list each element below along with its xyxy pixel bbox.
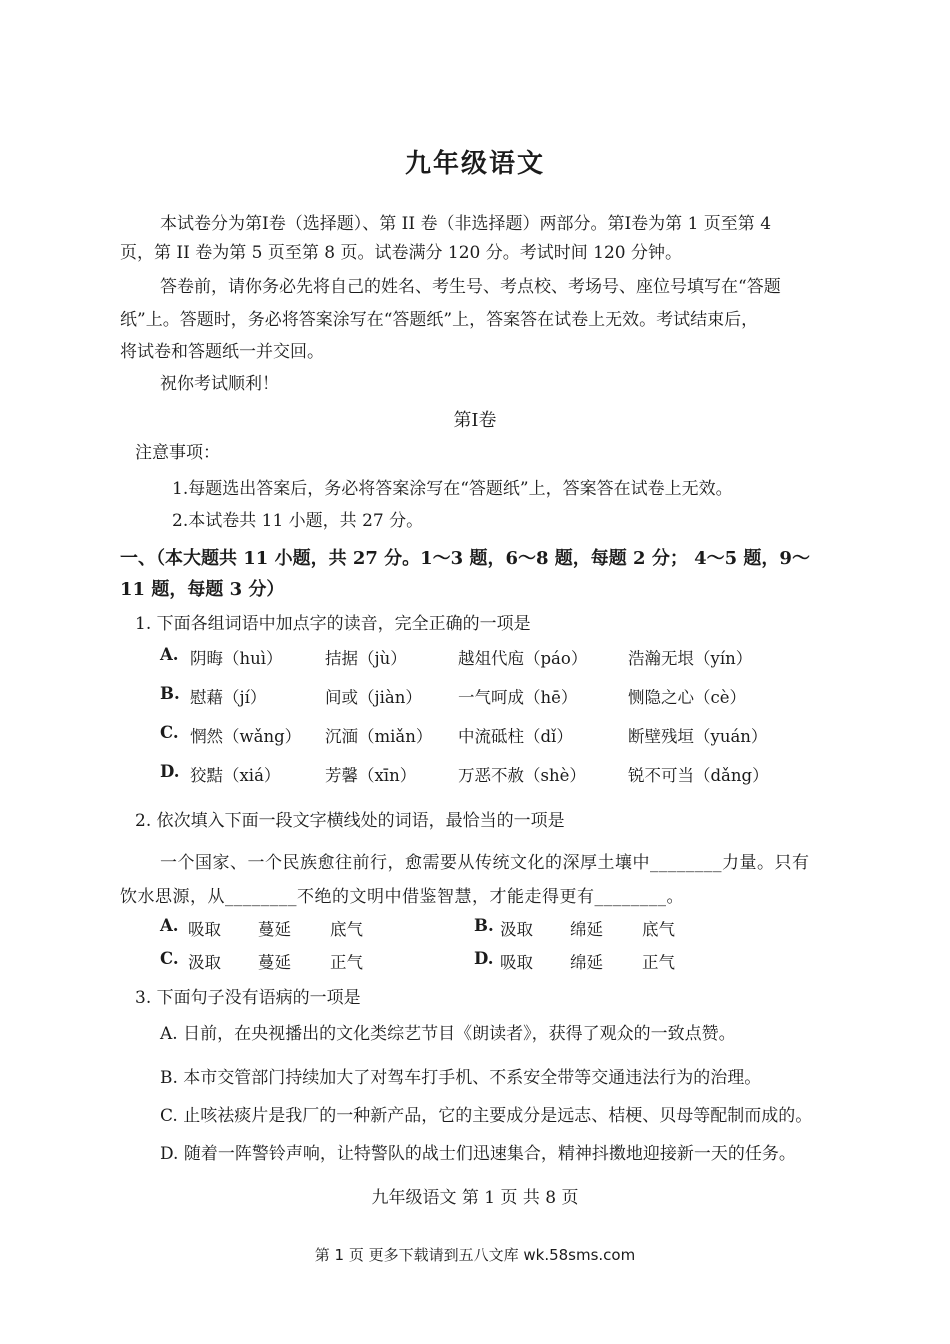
q2-option-word: 正气 <box>330 953 363 972</box>
q2-option-word: 绵延 <box>570 920 603 939</box>
q1-stem: 1. 下面各组词语中加点字的读音，完全正确的一项是 <box>135 614 531 634</box>
q1-option-letter: D. <box>160 762 180 781</box>
q1-option-term: 芳馨（xīn） <box>325 766 417 785</box>
q2-option-word: 汲取 <box>188 953 221 972</box>
q1-option-term: 沉湎（miǎn） <box>325 727 433 746</box>
q1-option-letter: B. <box>160 684 180 703</box>
q2-option-word: 绵延 <box>570 953 603 972</box>
q3-option-c: C. 止咳祛痰片是我厂的一种新产品，它的主要成分是远志、桔梗、贝母等配制而成的。 <box>160 1106 813 1126</box>
notes-item-2: 2.本试卷共 11 小题，共 27 分。 <box>172 511 424 531</box>
page-title: 九年级语文 <box>404 149 545 179</box>
page-footer: 九年级语文 第 1 页 共 8 页 <box>371 1188 579 1208</box>
q1-option-term: 间或（jiàn） <box>325 688 422 707</box>
q1-option-term: 断壁残垣（yuán） <box>628 727 768 746</box>
q2-option-word: 吸取 <box>500 953 533 972</box>
q2-stem: 2. 依次填入下面一段文字横线处的词语，最恰当的一项是 <box>135 811 565 831</box>
q1-option-term: 一气呵成（hē） <box>458 688 578 707</box>
intro-line-4: 纸”上。答题时，务必将答案涂写在“答题纸”上，答案答在试卷上无效。考试结束后， <box>120 310 759 330</box>
q1-option-term: 浩瀚无垠（yín） <box>628 649 753 668</box>
part1-heading-line-1: 一、（本大题共 11 小题，共 27 分。1～3 题，6～8 题，每题 2 分； 4～5 题，9～ <box>120 548 810 569</box>
q3-option-b: B. 本市交管部门持续加大了对驾车打手机、不系安全带等交通违法行为的治理。 <box>160 1068 762 1088</box>
q1-option-term: 狡黠（xiá） <box>190 766 281 785</box>
q2-option-word: 汲取 <box>500 920 533 939</box>
q2-option-letter: B. <box>474 916 494 935</box>
intro-line-6: 祝你考试顺利！ <box>160 374 279 394</box>
q2-option-word: 吸取 <box>188 920 221 939</box>
q2-option-letter: A. <box>160 916 179 935</box>
q1-option-term: 锐不可当（dǎng） <box>628 766 769 785</box>
q2-passage-line-1: 一个国家、一个民族愈往前行，愈需要从传统文化的深厚土壤中________力量。只有 <box>160 853 810 873</box>
q2-option-letter: C. <box>160 949 179 968</box>
q1-option-term: 恻隐之心（cè） <box>628 688 747 707</box>
intro-line-1: 本试卷分为第Ⅰ卷（选择题）、第 II 卷（非选择题）两部分。第Ⅰ卷为第 1 页至第 4 <box>160 214 772 234</box>
q1-option-term: 拮据（jù） <box>325 649 407 668</box>
q2-passage-line-2: 饮水思源，从________不绝的文明中借鉴智慧，才能走得更有________。 <box>120 887 684 907</box>
intro-line-5: 将试卷和答题纸一并交回。 <box>120 342 324 362</box>
q1-option-term: 惘然（wǎng） <box>190 727 302 746</box>
source-watermark-line: 第 1 页 更多下载请到五八文库 wk.58sms.com <box>314 1246 636 1264</box>
q1-option-term: 中流砥柱（dǐ） <box>458 727 573 746</box>
notes-item-1: 1.每题选出答案后，务必将答案涂写在“答题纸”上，答案答在试卷上无效。 <box>172 479 733 499</box>
q3-option-d: D. 随着一阵警铃声响，让特警队的战士们迅速集合，精神抖擞地迎接新一天的任务。 <box>160 1144 796 1164</box>
section-title: 第Ⅰ卷 <box>453 410 497 431</box>
q1-option-letter: C. <box>160 723 179 742</box>
intro-line-3: 答卷前，请你务必先将自己的姓名、考生号、考点校、考场号、座位号填写在“答题 <box>160 277 781 297</box>
q2-option-word: 蔓延 <box>258 953 291 972</box>
notes-heading: 注意事项： <box>135 443 220 463</box>
q2-option-word: 底气 <box>330 920 363 939</box>
intro-line-2: 页，第 II 卷为第 5 页至第 8 页。试卷满分 120 分。考试时间 120 分钟。 <box>120 243 682 263</box>
q1-option-letter: A. <box>160 645 179 664</box>
q1-option-term: 越俎代庖（páo） <box>458 649 588 668</box>
q3-option-a: A. 日前，在央视播出的文化类综艺节目《朗读者》，获得了观众的一致点赞。 <box>160 1024 736 1044</box>
q1-option-term: 慰藉（jí） <box>190 688 267 707</box>
part1-heading-line-2: 11 题，每题 3 分） <box>120 579 285 600</box>
q2-option-word: 正气 <box>642 953 675 972</box>
q1-option-term: 万恶不赦（shè） <box>458 766 586 785</box>
q2-option-word: 蔓延 <box>258 920 291 939</box>
q3-stem: 3. 下面句子没有语病的一项是 <box>135 988 361 1008</box>
q2-option-letter: D. <box>474 949 494 968</box>
q1-option-term: 阴晦（huì） <box>190 649 283 668</box>
q2-option-word: 底气 <box>642 920 675 939</box>
